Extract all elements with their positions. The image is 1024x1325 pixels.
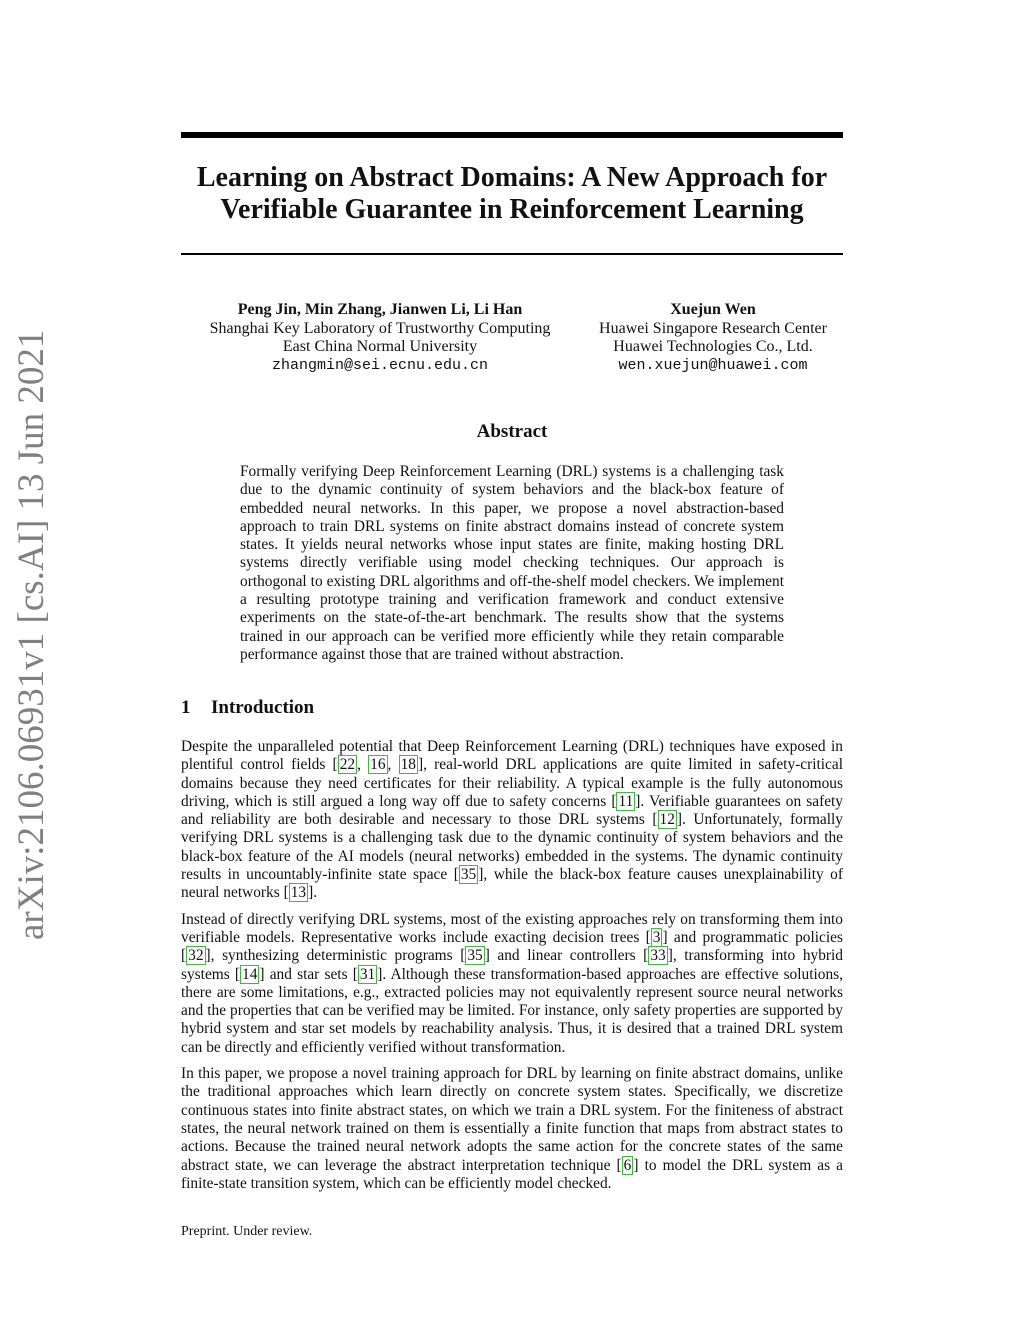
title-top-rule: [181, 132, 843, 138]
abstract-text: Formally verifying Deep Reinforcement Learning (DRL) systems is a challenging task due to the dynamic continuity of system behaviors and the black-box feature of embedded neural networks. In this paper, we propose a novel abstraction-based approach to train DRL systems on finite abstract domains instead of concrete system states. It yields neural networks whose input states are finite, making hosting DRL systems directly verifiable using model checking techniques. Our approach is orthogonal to existing DRL algorithms and off-the-shelf model checkers. We implement a resulting prototype training and verification framework and conduct extensive experiments on the state-of-the-art benchmark. The results show that the systems trained in our approach can be verified more efficiently while they retain comparable performance against those that are trained without abstraction.: [240, 463, 784, 663]
paragraph: [181, 738, 843, 903]
text-run: In this paper, we propose a novel training approach for DRL by learning on finite abstract domains, unlike the traditional approaches which learn directly on concrete system states. Specifically, we discretize continuous states into finite abstract states, on which we train a DRL system. For the finiteness of abstract states, the neural network trained on them is essentially a finite function that maps from abstract states to actions. Because the trained neural network adopts the same action for the concrete states of the same abstract state, we can leverage the abstract interpretation technique [: [181, 1065, 843, 1174]
footer-note: Preprint. Under review.: [181, 1224, 313, 1239]
abstract-heading: Abstract: [476, 421, 548, 442]
text-run: ]. Although these transformation-based approaches are effective solutions, there are some limitations, e.g., extracted policies may not equivalently represent source neural networks and the properties that can be verified may be limited. For instance, only safety properties are supported by hybrid system and star set models by reachability analysis. Thus, it is desired that a trained DRL system can be directly and efficiently verified without transformation.: [181, 965, 843, 1056]
paper-title: Learning on Abstract Domains: A New Approach for Verifiable Guarantee in Reinforcement Learning: [196, 162, 828, 225]
author-email[interactable]: zhangmin@sei.ecnu.edu.cn: [271, 356, 489, 374]
citation-link[interactable]: 14: [242, 965, 258, 983]
title-bottom-rule: [181, 253, 843, 255]
text-run: ] and linear controllers [: [484, 947, 649, 965]
text-run: ]. Unfortunately, formally verifying DRL systems is a challenging task due to the dynamic continuity of system behaviors and the black-box feature of the AI models (neural networks) embedded in the systems. The dynamic continuity results in uncountably-infinite state space [: [181, 811, 843, 884]
text-run: ] and star sets [: [259, 965, 358, 983]
author-affiliation: East China Normal University: [282, 338, 478, 355]
citation-link[interactable]: 6: [623, 1156, 632, 1174]
citation-link[interactable]: 12: [659, 811, 675, 829]
citation-link[interactable]: 31: [359, 965, 376, 983]
citation-link[interactable]: 18: [400, 756, 416, 774]
text-run: ], transforming into hybrid systems [: [181, 947, 843, 983]
paragraph: [181, 911, 843, 1057]
author-names: Peng Jin, Min Zhang, Jianwen Li, Li Han: [237, 301, 523, 318]
author-block-left: [190, 301, 570, 375]
paragraph: [181, 1065, 843, 1193]
citation-link[interactable]: 3: [652, 928, 661, 946]
citation-link[interactable]: 11: [618, 792, 634, 810]
citation-link[interactable]: 33: [650, 947, 666, 965]
author-affiliation: Shanghai Key Laboratory of Trustworthy Computing: [209, 319, 551, 337]
text-run: ] and programmatic policies [: [181, 928, 843, 965]
introduction-body: [181, 738, 843, 1201]
citation-link[interactable]: 35: [467, 947, 483, 965]
section-heading: [181, 697, 314, 719]
text-run: Despite the unparalleled potential that Deep Reinforcement Learning (DRL) techniques have exposed in plentiful control fields [: [181, 738, 843, 774]
text-run: ,: [357, 756, 369, 774]
author-email[interactable]: wen.xuejun@huawei.com: [618, 356, 808, 374]
text-run: ], while the black-box feature causes unexplainability of neural networks [: [181, 866, 843, 902]
text-run: ], synthesizing deterministic programs [: [205, 947, 466, 965]
citation-link[interactable]: 32: [188, 947, 204, 965]
section-number: 1: [181, 697, 191, 718]
author-block-right: [578, 301, 848, 375]
arxiv-identifier: arXiv:2106.06931v1 [cs.AI] 13 Jun 2021: [11, 329, 52, 940]
citation-link[interactable]: 22: [339, 756, 356, 774]
author-affiliation: Huawei Singapore Research Center: [599, 319, 827, 337]
text-run: ,: [387, 756, 399, 774]
text-run: ] to model the DRL system as a finite-state transition system, which can be efficiently model checked.: [181, 1156, 843, 1192]
section-title: Introduction: [211, 697, 315, 718]
author-affiliation: Huawei Technologies Co., Ltd.: [613, 338, 813, 355]
citation-link[interactable]: 16: [370, 756, 386, 774]
citation-link[interactable]: 35: [460, 866, 477, 884]
citation-link[interactable]: 13: [290, 884, 307, 902]
text-run: Instead of directly verifying DRL systems, most of the existing approaches rely on transforming them into verifiable models. Representative works include exacting decision trees [: [181, 910, 843, 946]
text-run: ].: [308, 884, 318, 902]
author-names: Xuejun Wen: [670, 301, 756, 318]
text-run: ]. Verifiable guarantees on safety and reliability are both desirable and necessary to those DRL systems [: [181, 792, 843, 829]
text-run: ], real-world DRL applications are quite limited in safety-critical domains because they need certificates for their reliability. A typical example is the fully autonomous driving, which is still argued a long way off due to safety concerns [: [181, 756, 843, 810]
